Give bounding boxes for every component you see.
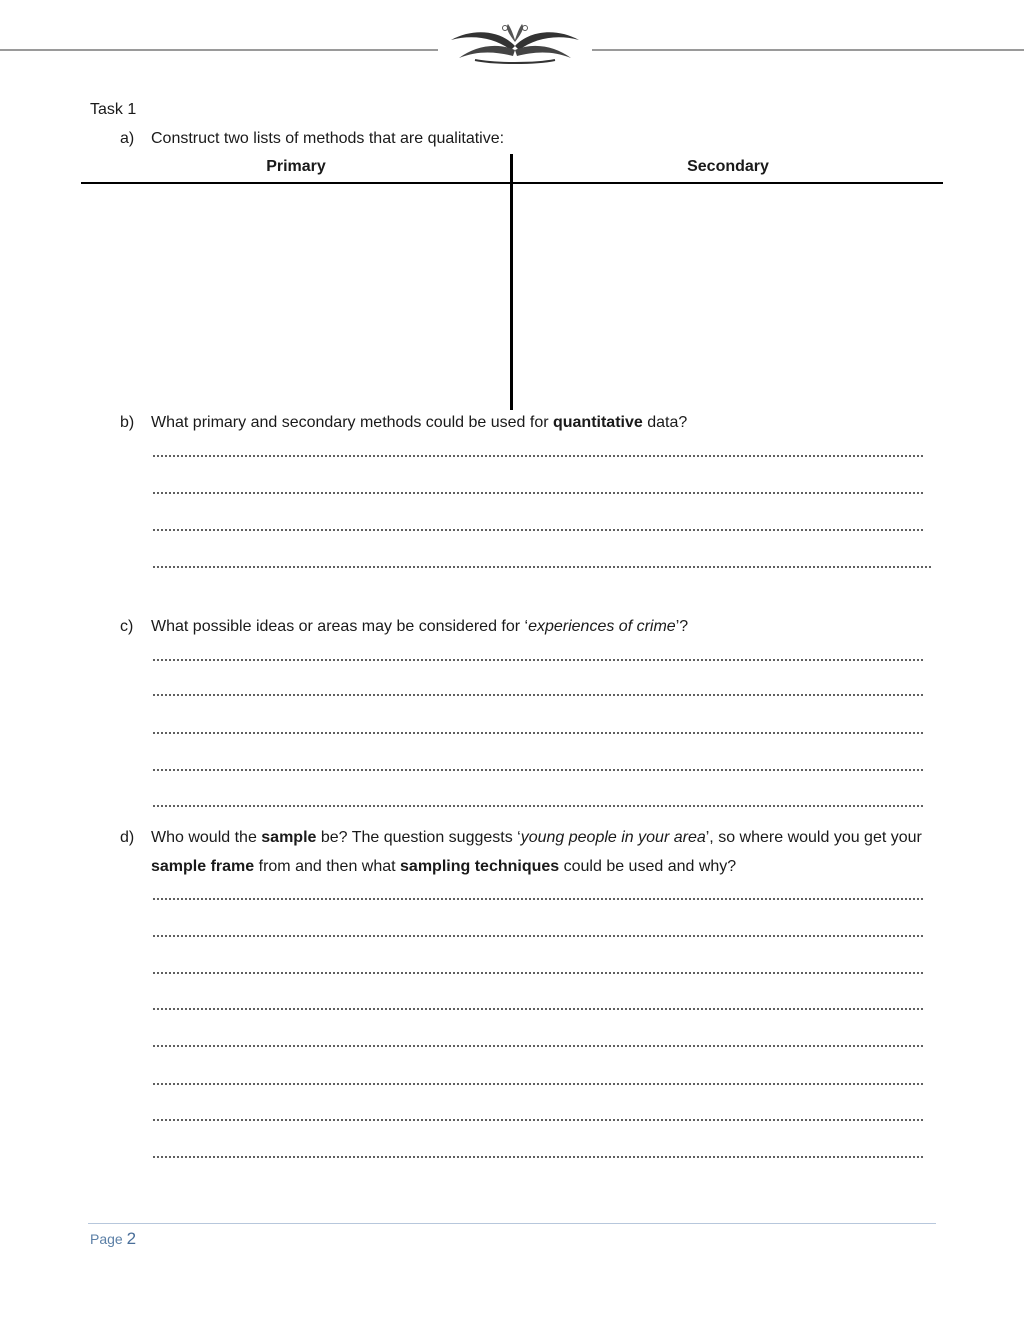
question-a-label: a)	[120, 130, 135, 147]
emphasis-sample: sample	[261, 829, 317, 846]
question-d-label: d)	[120, 829, 135, 846]
answer-line[interactable]	[152, 805, 925, 807]
task-title: Task 1	[90, 101, 137, 118]
header-rule-right	[592, 49, 1024, 51]
answer-line[interactable]	[152, 1008, 925, 1010]
emphasis-quantitative: quantitative	[552, 414, 643, 431]
question-b-label: b)	[120, 414, 135, 431]
column-header-secondary: Secondary	[687, 158, 769, 175]
emphasis-sample-frame: sample frame	[151, 858, 255, 875]
answer-line[interactable]	[152, 1083, 925, 1085]
page-number: 2	[126, 1229, 137, 1248]
header-ornament-icon	[445, 20, 585, 66]
answer-line[interactable]	[152, 566, 932, 568]
emphasis-young-people: young people in your area	[520, 829, 706, 846]
question-c-label: c)	[120, 618, 134, 635]
answer-line[interactable]	[152, 529, 925, 531]
answer-line[interactable]	[152, 972, 925, 974]
answer-line[interactable]	[152, 898, 925, 900]
answer-line[interactable]	[152, 492, 925, 494]
answer-line[interactable]	[152, 455, 925, 457]
page-label: Page	[90, 1231, 127, 1247]
question-a-text: Construct two lists of methods that are qualitative:	[151, 130, 505, 147]
question-c-text: What possible ideas or areas may be considered for ‘experiences of crime’?	[151, 618, 689, 635]
table-vertical-rule	[510, 154, 513, 410]
emphasis-experiences-of-crime: experiences of crime	[528, 618, 676, 635]
answer-line[interactable]	[152, 732, 925, 734]
emphasis-sampling-techniques: sampling techniques	[400, 858, 560, 875]
footer-rule	[88, 1223, 936, 1224]
header-rule-left	[0, 49, 438, 51]
answer-line[interactable]	[152, 1156, 925, 1158]
answer-line[interactable]	[152, 769, 925, 771]
question-b-text: What primary and secondary methods could be used for quantitative data?	[151, 414, 688, 431]
answer-line[interactable]	[152, 694, 925, 696]
page-footer	[90, 1229, 136, 1249]
question-d-text: Who would the sample be? The question suggests ‘young people in your area’, so where would you get your sample frame from and then what sampling techniques could be used and why?	[151, 829, 922, 875]
answer-line[interactable]	[152, 659, 925, 661]
answer-line[interactable]	[152, 1045, 925, 1047]
answer-line[interactable]	[152, 935, 925, 937]
column-header-primary: Primary	[266, 158, 326, 175]
answer-line[interactable]	[152, 1119, 925, 1121]
